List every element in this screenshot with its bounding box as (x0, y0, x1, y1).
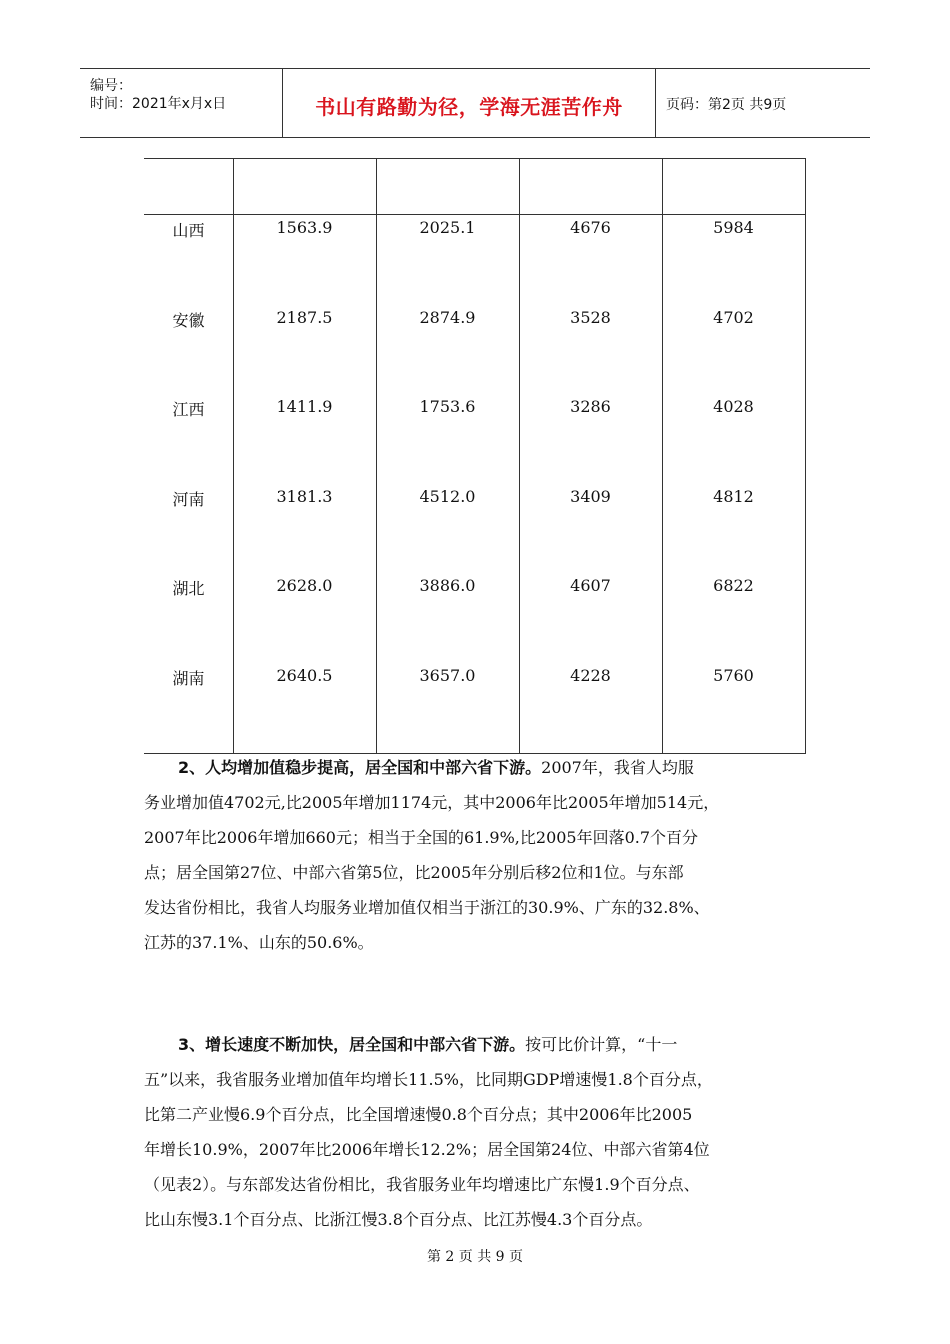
time-label: 时间：2021年x月x日 (90, 96, 227, 112)
section-3-paragraph (144, 1027, 806, 1237)
table-cell: 3657.0 (419, 666, 476, 685)
page-header (80, 68, 870, 138)
table-cell: 3181.3 (276, 487, 333, 506)
paragraph-line: 比第二产业慢6.9个百分点，比全国增速慢0.8个百分点；其中2006年比2005 (144, 1105, 693, 1124)
table-cell: 2640.5 (276, 666, 333, 685)
table-cell: 3528 (570, 308, 611, 327)
paragraph-line (144, 750, 806, 785)
table-cell: 5984 (713, 218, 754, 237)
section-3-heading: 3、增长速度不断加快，居全国和中部六省下游。 (178, 1035, 526, 1054)
paragraph-line: 发达省份相比，我省人均服务业增加值仅相当于浙江的30.9%、广东的32.8%、 (144, 898, 710, 917)
page-label: 页码：第2页 共9页 (666, 97, 787, 113)
paragraph-line: 年增长10.9%，2007年比2006年增长12.2%；居全国第24位、中部六省第4位 (144, 1140, 710, 1159)
table-cell: 4676 (570, 218, 611, 237)
table-cell: 4702 (713, 308, 754, 327)
table-cell: 3886.0 (419, 576, 476, 595)
table-column-divider (662, 158, 663, 754)
table-cell: 4228 (570, 666, 611, 685)
table-cell: 1753.6 (419, 397, 476, 416)
table-cell-region: 江西 (172, 400, 205, 419)
paragraph-text: 按可比价计算，“十一 (525, 1035, 678, 1054)
header-page-cell (656, 69, 870, 137)
paragraph-line: 务业增加值4702元,比2005年增加1174元，其中2006年比2005年增加514元， (144, 793, 720, 812)
table-cell: 2874.9 (419, 308, 476, 327)
table-header-rule (144, 214, 806, 215)
table-cell-region: 湖南 (172, 669, 205, 688)
table-top-rule (144, 158, 806, 159)
page-footer: 第 2 页 共 9 页 (426, 1249, 524, 1265)
data-table (144, 158, 806, 754)
table-cell: 6822 (713, 576, 754, 595)
table-cell: 3286 (570, 397, 611, 416)
table-cell: 3409 (570, 487, 611, 506)
table-cell-region: 河南 (172, 490, 205, 509)
paragraph-line: （见表2）。与东部发达省份相比，我省服务业年均增速比广东慢1.9个百分点、 (144, 1175, 700, 1194)
table-cell: 4812 (713, 487, 754, 506)
paragraph-line: 2007年比2006年增加660元；相当于全国的61.9%,比2005年回落0.7个百分 (144, 828, 699, 847)
paragraph-line: 比山东慢3.1个百分点、比浙江慢3.8个百分点、比江苏慢4.3个百分点。 (144, 1210, 653, 1229)
motto-text: 书山有路勤为径，学海无涯苦作舟 (315, 95, 623, 119)
table-column-divider (519, 158, 520, 754)
table-cell: 1563.9 (276, 218, 333, 237)
table-column-divider (233, 158, 234, 754)
table-cell-region: 湖北 (172, 579, 205, 598)
section-2-heading: 2、人均增加值稳步提高，居全国和中部六省下游。 (178, 758, 542, 777)
table-cell: 4028 (713, 397, 754, 416)
header-meta-cell (80, 69, 283, 137)
table-column-divider (376, 158, 377, 754)
table-column-divider (805, 158, 806, 754)
table-cell: 5760 (713, 666, 754, 685)
table-cell: 2025.1 (419, 218, 476, 237)
paragraph-text: 2007年，我省人均服 (541, 758, 694, 777)
table-cell-region: 山西 (172, 221, 205, 240)
table-cell: 1411.9 (276, 397, 333, 416)
table-cell: 2187.5 (276, 308, 333, 327)
section-2-paragraph (144, 750, 806, 960)
serial-label: 编号： (90, 78, 132, 94)
table-cell: 4512.0 (419, 487, 476, 506)
table-cell-region: 安徽 (172, 311, 205, 330)
paragraph-line: 江苏的37.1%、山东的50.6%。 (144, 933, 374, 952)
paragraph-line: 五”以来，我省服务业增加值年均增长11.5%，比同期GDP增速慢1.8个百分点， (144, 1070, 713, 1089)
table-cell: 4607 (570, 576, 611, 595)
table-cell: 2628.0 (276, 576, 333, 595)
paragraph-line: 点；居全国第27位、中部六省第5位，比2005年分别后移2位和1位。与东部 (144, 863, 684, 882)
paragraph-line (144, 1027, 806, 1062)
header-motto-cell (283, 69, 656, 137)
